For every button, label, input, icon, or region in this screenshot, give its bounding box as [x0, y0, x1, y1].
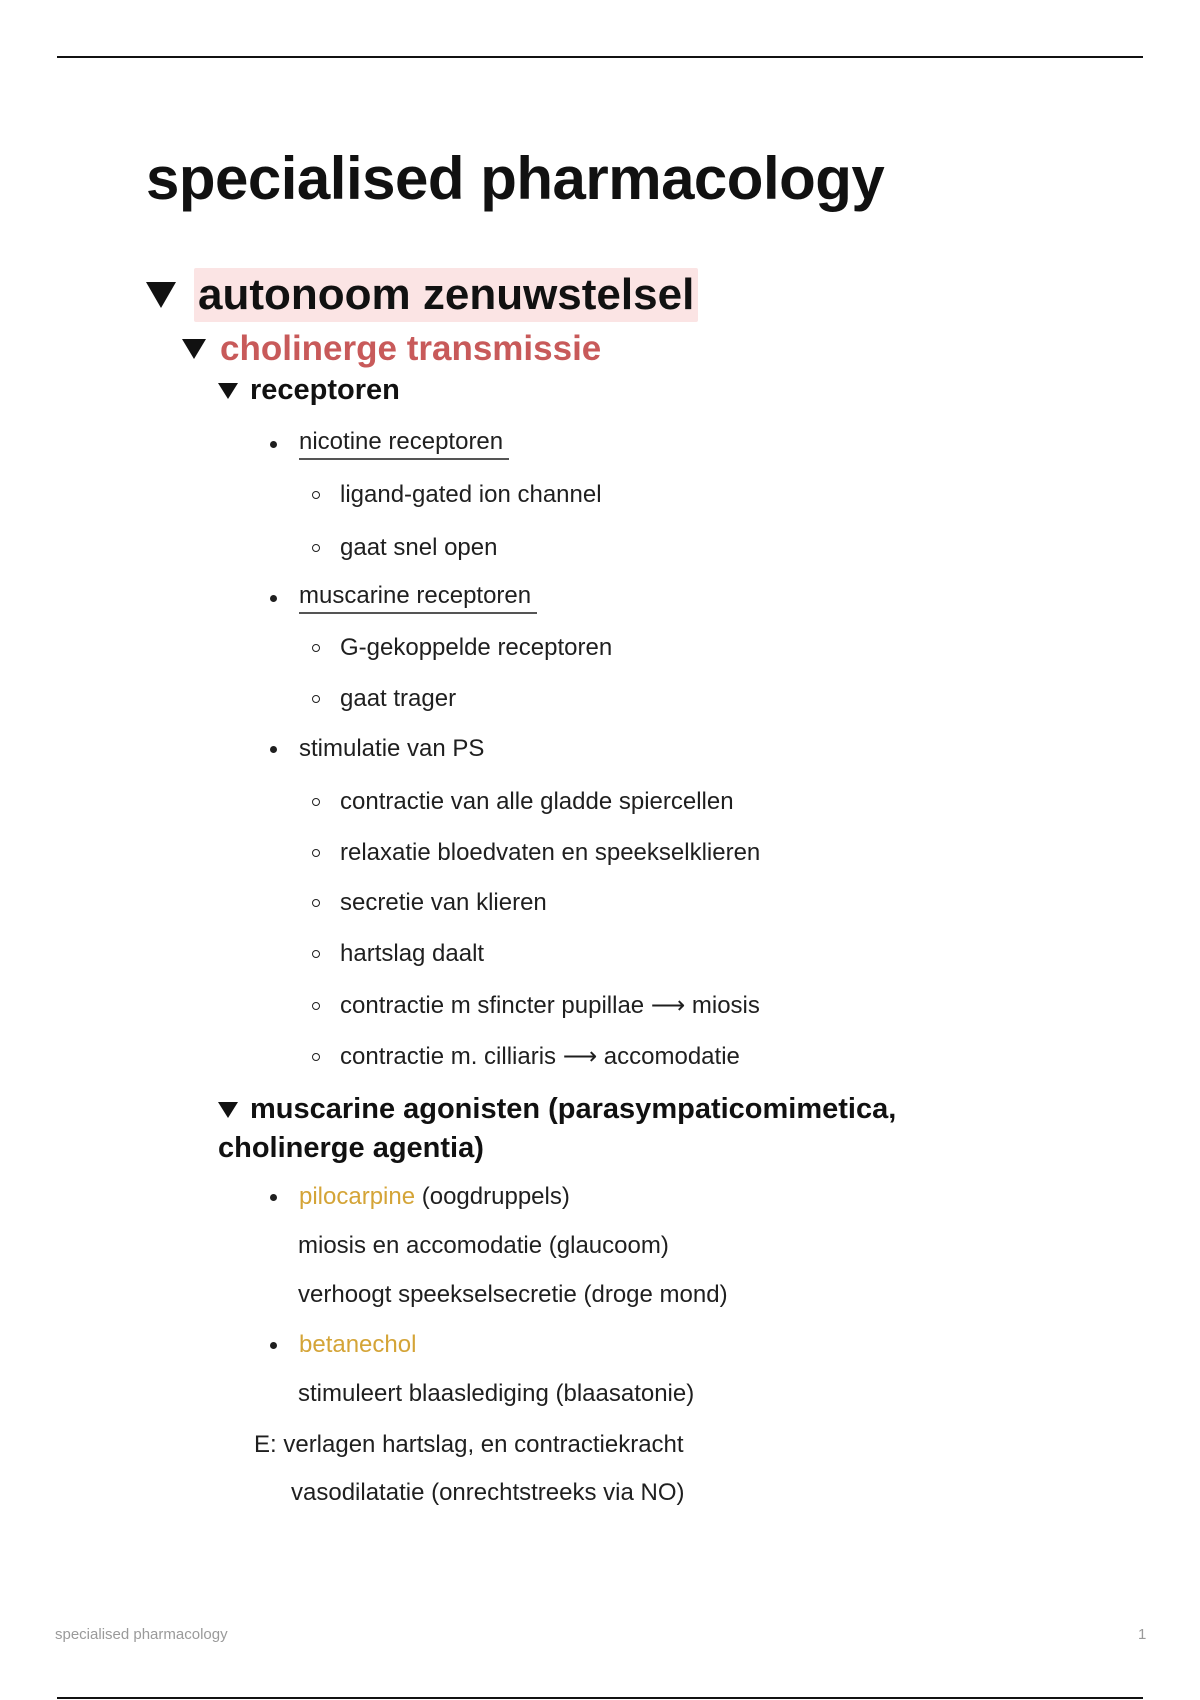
circle-bullet-icon [312, 899, 320, 907]
list-item-text: gaat snel open [340, 534, 498, 561]
toggle-triangle-icon[interactable] [218, 1102, 238, 1118]
toggle-triangle-icon[interactable] [218, 383, 238, 399]
drug-name-pilocarpine: pilocarpine [299, 1183, 416, 1210]
circle-bullet-icon [312, 491, 320, 499]
list-item-text: contractie van alle gladde spiercellen [340, 788, 734, 815]
circle-bullet-icon [312, 950, 320, 958]
list-item [312, 634, 612, 662]
list-item-muscarine [270, 582, 537, 614]
list-item [312, 991, 760, 1020]
bullet-icon [270, 595, 277, 602]
bullet-icon [270, 1342, 277, 1349]
list-item-text: stimulatie van PS [299, 735, 485, 762]
list-item-stimulatie [270, 735, 484, 763]
list-item [312, 481, 602, 509]
drug-note: (oogdruppels) [415, 1183, 570, 1210]
list-item-text: hartslag daalt [340, 940, 485, 967]
top-rule [57, 56, 1143, 58]
circle-bullet-icon [312, 544, 320, 552]
toggle-autonoom-zenuwstelsel[interactable] [146, 268, 698, 322]
effect-line: vasodilatatie (onrechtstreeks via NO) [291, 1479, 685, 1506]
list-item-text: contractie m sfincter pupillae ⟶ miosis [340, 992, 760, 1019]
list-item-text: G-gekoppelde receptoren [340, 634, 613, 661]
paragraph: miosis en accomodatie (glaucoom) [298, 1232, 669, 1259]
list-item [312, 534, 497, 562]
nicotine-link[interactable]: nicotine receptoren [299, 428, 509, 460]
heading-receptoren: receptoren [250, 374, 400, 406]
footer-doc-name: specialised pharmacology [55, 1626, 228, 1643]
list-item-text: relaxatie bloedvaten en speekselklieren [340, 839, 761, 866]
bullet-icon [270, 441, 277, 448]
effect-line: E: verlagen hartslag, en contractiekracht [254, 1431, 684, 1458]
heading-cholinerge: cholinerge transmissie [220, 329, 602, 368]
paragraph: stimuleert blaaslediging (blaasatonie) [298, 1380, 695, 1407]
list-item-betanechol [270, 1331, 416, 1359]
bullet-icon [270, 746, 277, 753]
paragraph: verhoogt speekselsecretie (droge mond) [298, 1281, 728, 1308]
heading-autonoom: autonoom zenuwstelsel [194, 268, 698, 322]
footer-page-number: 1 [1138, 1626, 1147, 1643]
list-item-nicotine [270, 428, 509, 460]
toggle-triangle-icon[interactable] [182, 339, 206, 359]
circle-bullet-icon [312, 849, 320, 857]
drug-name-betanechol: betanechol [299, 1331, 417, 1358]
list-item [312, 839, 760, 867]
muscarine-link[interactable]: muscarine receptoren [299, 582, 537, 614]
list-item [312, 1042, 740, 1071]
toggle-cholinerge-transmissie[interactable] [182, 329, 601, 369]
heading-agonisten-line1: muscarine agonisten (parasympaticomimetica, [250, 1093, 897, 1125]
circle-bullet-icon [312, 798, 320, 806]
circle-bullet-icon [312, 1053, 320, 1061]
list-item-text: contractie m. cilliaris ⟶ accomodatie [340, 1043, 740, 1070]
heading-agonisten-line2: cholinerge agentia) [218, 1132, 484, 1164]
list-item [312, 940, 484, 968]
page-title: specialised pharmacology [146, 145, 885, 212]
circle-bullet-icon [312, 695, 320, 703]
circle-bullet-icon [312, 1002, 320, 1010]
toggle-muscarine-agonisten[interactable] [218, 1090, 998, 1164]
list-item [312, 685, 456, 713]
list-item-text: secretie van klieren [340, 889, 547, 916]
list-item-text: ligand-gated ion channel [340, 481, 602, 508]
list-item [312, 788, 734, 816]
circle-bullet-icon [312, 644, 320, 652]
toggle-triangle-icon[interactable] [146, 282, 176, 308]
list-item [312, 889, 547, 917]
bottom-rule [57, 1697, 1143, 1699]
bullet-icon [270, 1194, 277, 1201]
toggle-receptoren[interactable] [218, 374, 400, 407]
list-item-text: gaat trager [340, 685, 457, 712]
list-item-pilocarpine [270, 1183, 570, 1211]
